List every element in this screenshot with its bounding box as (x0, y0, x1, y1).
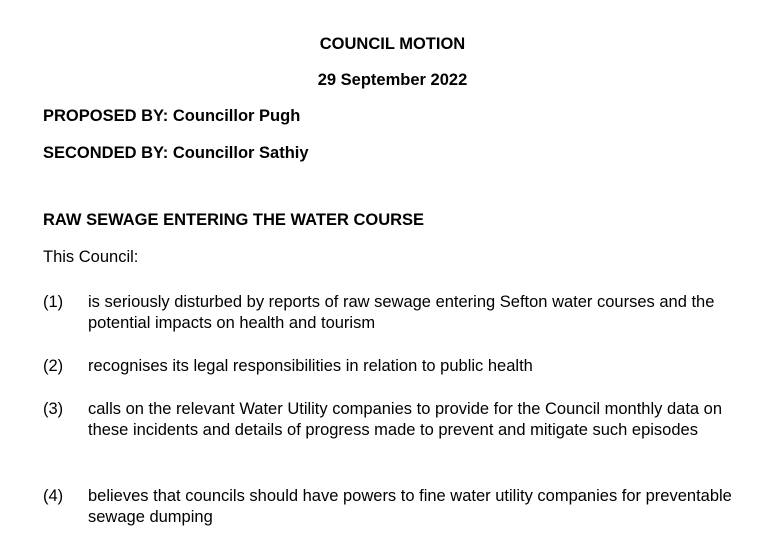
item-text: believes that councils should have powers to fine water utility companies for preventable sewage dumping (88, 487, 732, 526)
proposed-by: PROPOSED BY: Councillor Pugh (43, 107, 301, 125)
item-number: (1) (43, 293, 64, 311)
item-number: (4) (43, 487, 64, 505)
item-text: is seriously disturbed by reports of raw sewage entering Sefton water courses and the potential impacts on health and tourism (88, 293, 715, 332)
item-text: calls on the relevant Water Utility companies to provide for the Council monthly data on these incidents and details of progress made to prevent and mitigate such episodes (88, 400, 723, 439)
motion-heading: RAW SEWAGE ENTERING THE WATER COURSE (43, 211, 425, 229)
motion-intro: This Council: (43, 248, 139, 266)
item-number: (2) (43, 357, 64, 375)
document-title: COUNCIL MOTION (319, 35, 466, 53)
seconded-by: SECONDED BY: Councillor Sathiy (43, 144, 309, 162)
item-number: (3) (43, 400, 64, 418)
document-date: 29 September 2022 (317, 71, 468, 89)
item-text: recognises its legal responsibilities in relation to public health (88, 357, 533, 375)
